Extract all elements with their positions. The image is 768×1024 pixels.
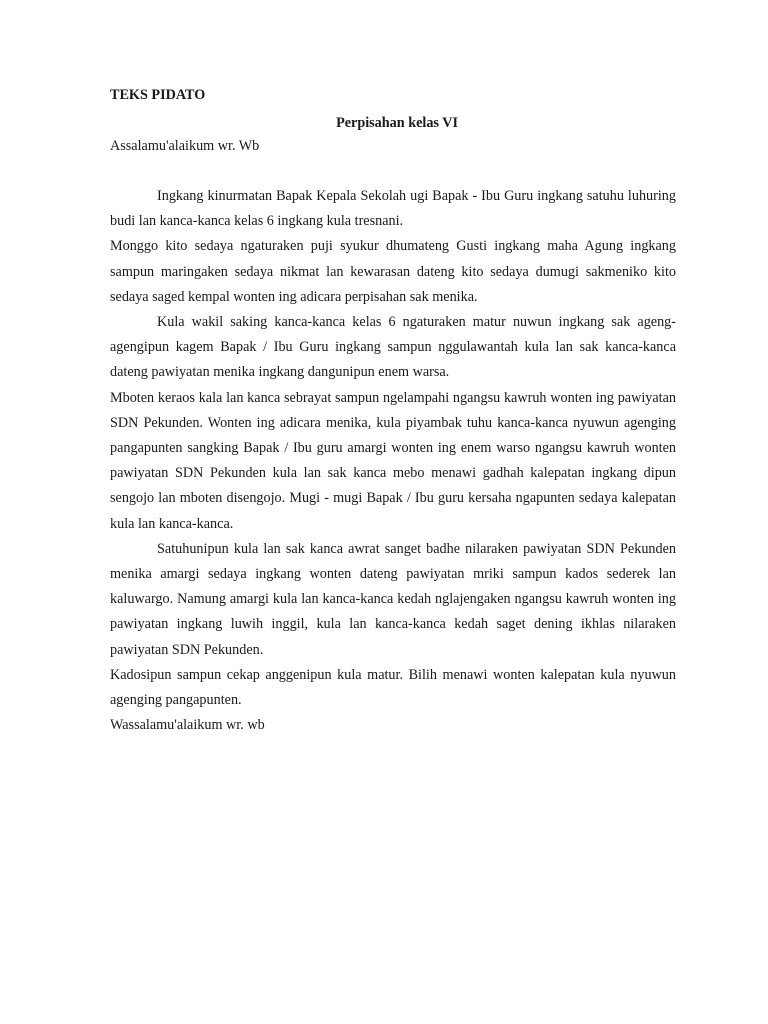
document-page (110, 84, 676, 738)
paragraph-thanks: Kula wakil saking kanca-kanca kelas 6 ngaturaken matur nuwun ingkang sak ageng-agengipun kagem Bapak / Ibu Guru ingkang sampun nggulawantah kula lan sak kanca-kanca dateng pawiyatan menika ingkang dangunipun enem warsa. (110, 314, 676, 381)
paragraph-gratitude: Monggo kito sedaya ngaturaken puji syukur dhumateng Gusti ingkang maha Agung ingkang sampun maringaken sedaya nikmat lan kewarasan dateng kito sedaya dumugi sakmeniko kito sedaya saged kempal wonten ing adicara perpisahan sak menika. (110, 238, 676, 305)
paragraph-closing-remarks: Kadosipun sampun cekap anggenipun kula matur. Bilih menawi wonten kalepatan kula nyuwun agenging pangapunten. (110, 666, 676, 709)
document-title: TEKS PIDATO (110, 87, 206, 103)
document-subtitle: Perpisahan kelas VI (336, 115, 458, 131)
paragraph-farewell: Satuhunipun kula lan sak kanca awrat sanget badhe nilaraken pawiyatan SDN Pekunden menika amargi sedaya ingkang wonten dateng pawiyatan mriki sampun kados sederek lan kaluwargo. Namung amargi kula lan kanca-kanca kedah nglajengaken ngangsu kawruh wonten ing pawiyatan ingkang luwih inggil, kula lan kanca-kanca kedah saget dening ikhlas nilaraken pawiyatan SDN Pekunden. (110, 540, 676, 658)
closing: Wassalamu'alaikum wr. wb (110, 717, 265, 734)
greeting: Assalamu'alaikum wr. Wb (110, 138, 260, 154)
blank-line (110, 159, 676, 184)
paragraph-apology: Mboten keraos kala lan kanca sebrayat sampun ngelampahi ngangsu kawruh wonten ing pawiyatan SDN Pekunden. Wonten ing adicara menika, kula piyambak tuhu kanca-kanca nyuwun agenging pangapunten sangking Bapak / Ibu guru amargi wonten ing enem warso ngangsu kawruh wonten pawiyatan SDN Pekunden kula lan sak kanca mebo menawi gadhah kalepatan ingkang dipun sengojo lan mboten disengojo. Mugi - mugi Bapak / Ibu guru kersaha ngapunten sedaya kalepatan kula lan kanca-kanca. (110, 389, 676, 532)
paragraph-salutation: Ingkang kinurmatan Bapak Kepala Sekolah ugi Bapak - Ibu Guru ingkang satuhu luhuring budi lan kanca-kanca kelas 6 ingkang kula tresnani. (110, 188, 676, 230)
